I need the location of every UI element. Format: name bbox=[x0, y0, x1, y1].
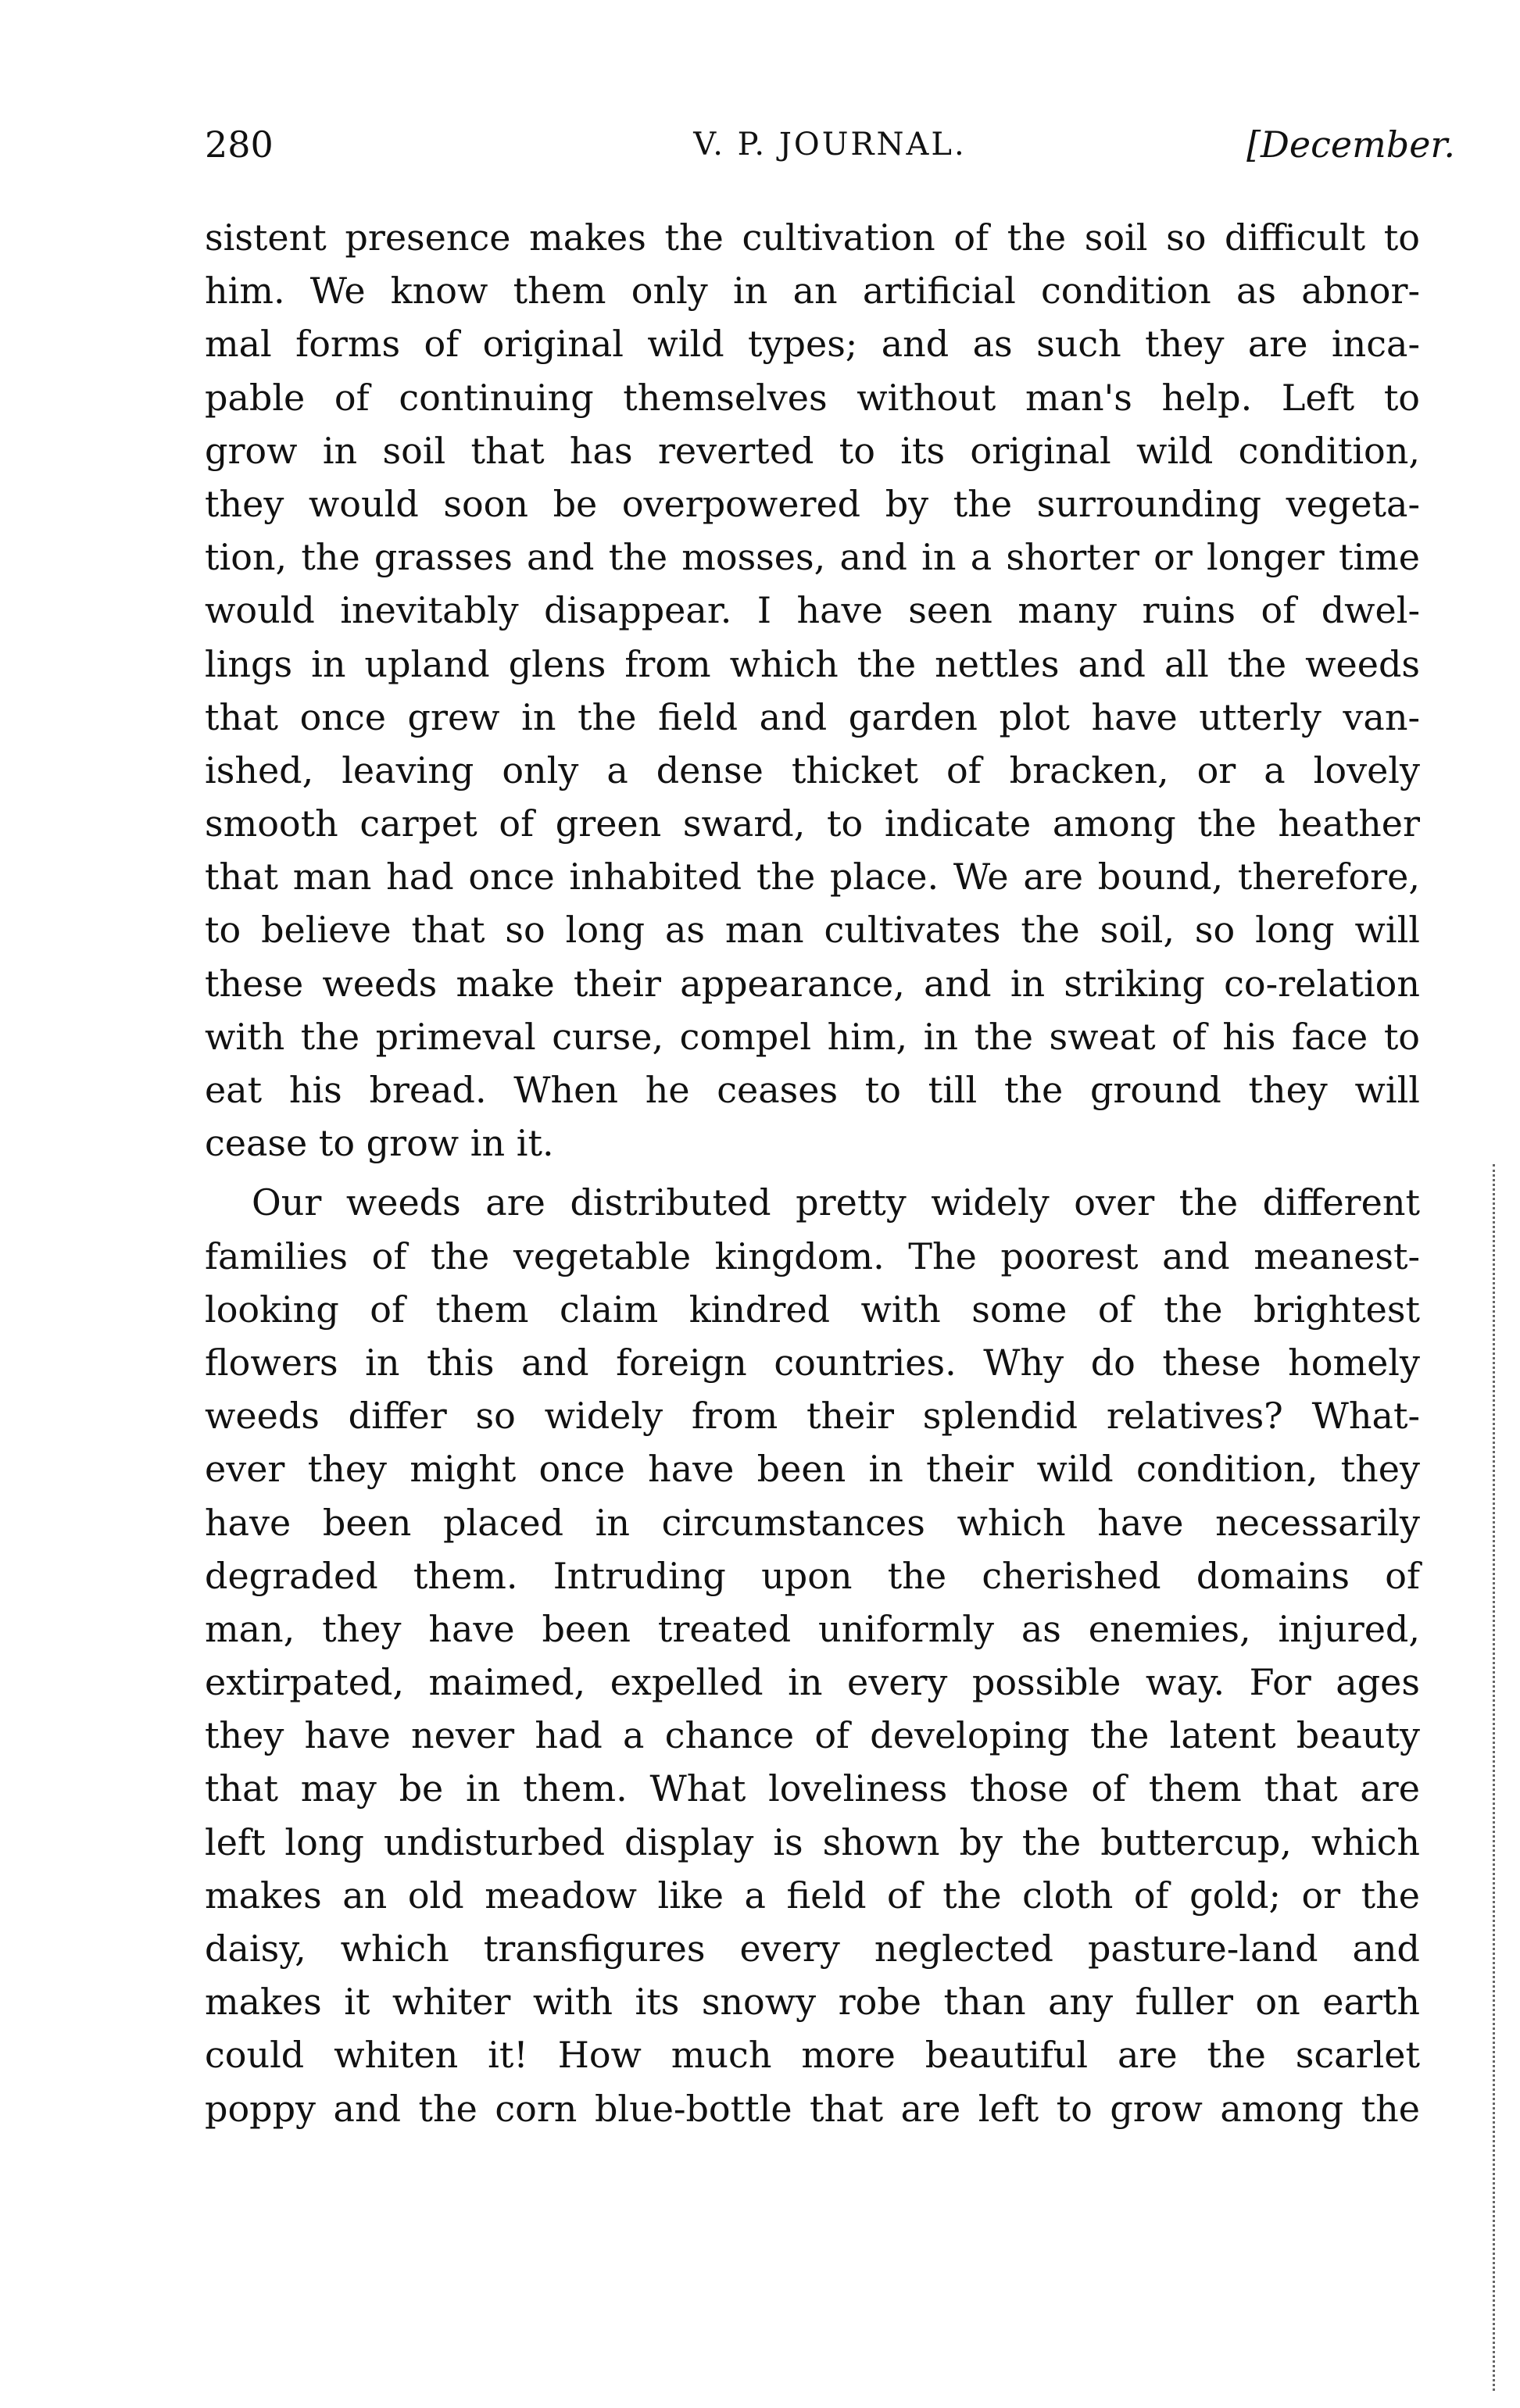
text-line: makes an old meadow like a field of the cloth of gold; or the bbox=[205, 1874, 1420, 1917]
text-line: lings in upland glens from which the nettles and all the weeds bbox=[205, 642, 1420, 685]
text-line: these weeds make their appearance, and in striking co-relation bbox=[205, 962, 1420, 1005]
text-line: families of the vegetable kingdom. The poorest and meanest- bbox=[205, 1234, 1420, 1277]
text-line: weeds differ so widely from their splendid relatives? What- bbox=[205, 1395, 1420, 1438]
text-line: extirpated, maimed, expelled in every possible way. For ages bbox=[205, 1661, 1420, 1704]
text-line: cease to grow in it. bbox=[205, 1122, 554, 1165]
text-line: grow in soil that has reverted to its original wild condition, bbox=[205, 429, 1420, 472]
text-line: daisy, which transfigures every neglected pasture-land and bbox=[205, 1927, 1420, 1970]
text-line: makes it whiter with its snowy robe than any fuller on earth bbox=[205, 1981, 1420, 2024]
text-line: smooth carpet of green sward, to indicate among the heather bbox=[205, 802, 1420, 845]
text-line: flowers in this and foreign countries. Why do these homely bbox=[205, 1341, 1420, 1384]
paragraph-1 bbox=[205, 211, 1420, 1170]
page-number: 280 bbox=[205, 123, 274, 166]
text-line: that once grew in the field and garden plot have utterly van- bbox=[205, 695, 1420, 738]
text-line: sistent presence makes the cultivation of the soil so difficult to bbox=[205, 216, 1420, 259]
text-line: ished, leaving only a dense thicket of bracken, or a lovely bbox=[205, 748, 1420, 791]
text-line: poppy and the corn blue-bottle that are left to grow among the bbox=[205, 2087, 1420, 2130]
text-line: man, they have been treated uniformly as enemies, injured, bbox=[205, 1607, 1420, 1650]
text-line: ever they might once have been in their wild condition, they bbox=[205, 1448, 1420, 1491]
text-line: with the primeval curse, compel him, in the sweat of his face to bbox=[205, 1015, 1420, 1058]
text-line: they would soon be overpowered by the surrounding vegeta- bbox=[205, 482, 1420, 525]
text-line: pable of continuing themselves without man's help. Left to bbox=[205, 376, 1420, 419]
journal-title: V. P. JOURNAL. bbox=[693, 127, 967, 163]
text-line: could whiten it! How much more beautiful are the scarlet bbox=[205, 2034, 1420, 2077]
text-line: have been placed in circumstances which have necessarily bbox=[205, 1501, 1420, 1544]
text-line: would inevitably disappear. I have seen many ruins of dwel- bbox=[205, 589, 1420, 632]
text-line: that may be in them. What loveliness those of them that are bbox=[205, 1767, 1420, 1810]
text-line: that man had once inhabited the place. We are bound, therefore, bbox=[205, 856, 1420, 899]
running-head-month: [December. bbox=[1246, 123, 1455, 166]
text-line: mal forms of original wild types; and as such they are inca- bbox=[205, 323, 1420, 366]
text-line: left long undisturbed display is shown by the buttercup, which bbox=[205, 1820, 1420, 1863]
text-line: Our weeds are distributed pretty widely over the different bbox=[252, 1181, 1420, 1224]
text-line: tion, the grasses and the mosses, and in a shorter or longer time bbox=[205, 536, 1420, 579]
gutter-edge-rule bbox=[1493, 1164, 1495, 2391]
body-text bbox=[205, 211, 1420, 2135]
paragraph-2 bbox=[205, 1176, 1420, 2135]
text-line: to believe that so long as man cultivates the soil, so long will bbox=[205, 909, 1420, 952]
text-line: degraded them. Intruding upon the cherished domains of bbox=[205, 1554, 1420, 1597]
running-head bbox=[205, 117, 1455, 172]
text-line: him. We know them only in an artificial condition as abnor- bbox=[205, 270, 1420, 313]
text-line: eat his bread. When he ceases to till the ground they will bbox=[205, 1069, 1420, 1111]
text-line: looking of them claim kindred with some of the brightest bbox=[205, 1288, 1420, 1331]
text-line: they have never had a chance of developing the latent beauty bbox=[205, 1714, 1420, 1757]
paragraph-gap bbox=[205, 1170, 1420, 1176]
